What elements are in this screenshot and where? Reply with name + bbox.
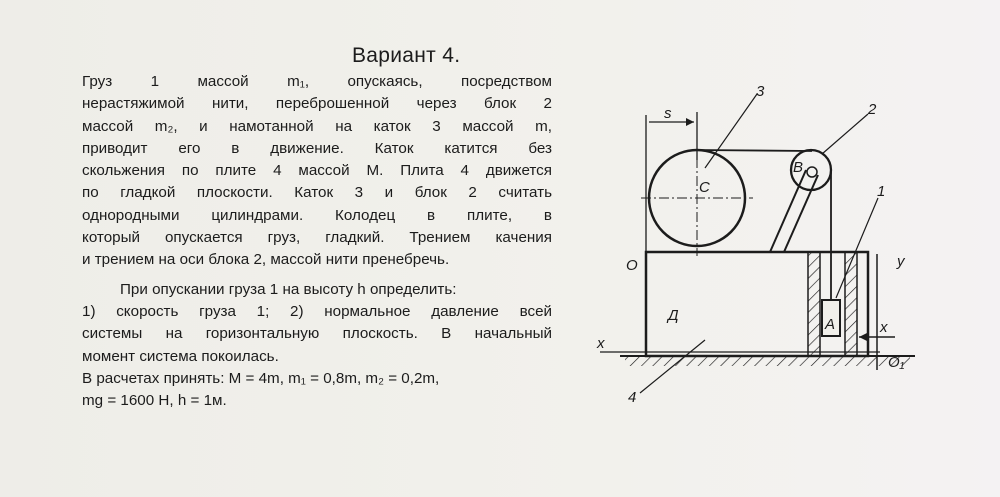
label-a: A [825, 316, 836, 333]
text-line: однородными цилиндрами. Колодец в плите, в [82, 206, 552, 224]
label-1: 1 [877, 183, 886, 200]
ground-hatch [625, 356, 910, 366]
text-line: Груз 1 массой m₁, опускаясь, посредством [82, 73, 552, 90]
text-line: приводит его в движение. Каток катится без [82, 139, 552, 157]
problem-text [82, 71, 552, 412]
thread [697, 150, 812, 151]
well-wall-left [808, 252, 820, 356]
text-line: и трением на оси блока 2, массой нити пренебречь. [82, 251, 450, 269]
mechanism-diagram [580, 80, 920, 410]
text-line: массой m₂, и намотанной на каток 3 массой m, [82, 117, 552, 135]
text-line: момент система покоилась. [82, 347, 279, 365]
label-4: 4 [628, 389, 637, 406]
text-line: системы на горизонтальную плоскость. В начальный [82, 325, 552, 343]
label-x-right: x [880, 319, 888, 336]
text-line: по гладкой плоскости. Каток 3 и блок 2 считать [82, 184, 552, 202]
text-line: 1) скорость груза 1; 2) нормальное давление всей [82, 302, 552, 320]
x-arrowhead-right [859, 332, 869, 342]
leader-4 [640, 340, 705, 393]
text-line: При опускании груза 1 на высоту h определить: [120, 280, 457, 298]
support-rod-a [770, 170, 806, 252]
text-line: скольжения по плите 4 массой М. Плита 4 движется [82, 162, 552, 180]
leader-3 [705, 94, 757, 168]
label-c: C [699, 179, 710, 196]
text-line: который опускается груз, гладкий. Трением качения [82, 229, 552, 247]
label-o: O [626, 257, 638, 274]
label-3: 3 [756, 83, 765, 100]
text-line: mg = 1600 Н, h = 1м. [82, 392, 227, 410]
well-wall-right [845, 252, 857, 356]
label-d: Д [668, 307, 679, 324]
label-y: y [897, 253, 905, 270]
variant-title: Вариант 4. [352, 44, 461, 67]
label-s: s [664, 105, 672, 122]
block-axle [807, 167, 817, 177]
s-arrow [686, 118, 694, 126]
text-line: В расчетах принять: М = 4m, m₁ = 0,8m, m₂ = 0,2m, [82, 369, 440, 387]
label-2: 2 [868, 101, 877, 118]
text-line: нерастяжимой нити, переброшенной через блок 2 [82, 95, 552, 113]
leader-2 [822, 114, 868, 154]
label-b: B [793, 159, 804, 176]
label-o1: O₁ [888, 354, 905, 371]
label-x-left: x [597, 335, 605, 352]
